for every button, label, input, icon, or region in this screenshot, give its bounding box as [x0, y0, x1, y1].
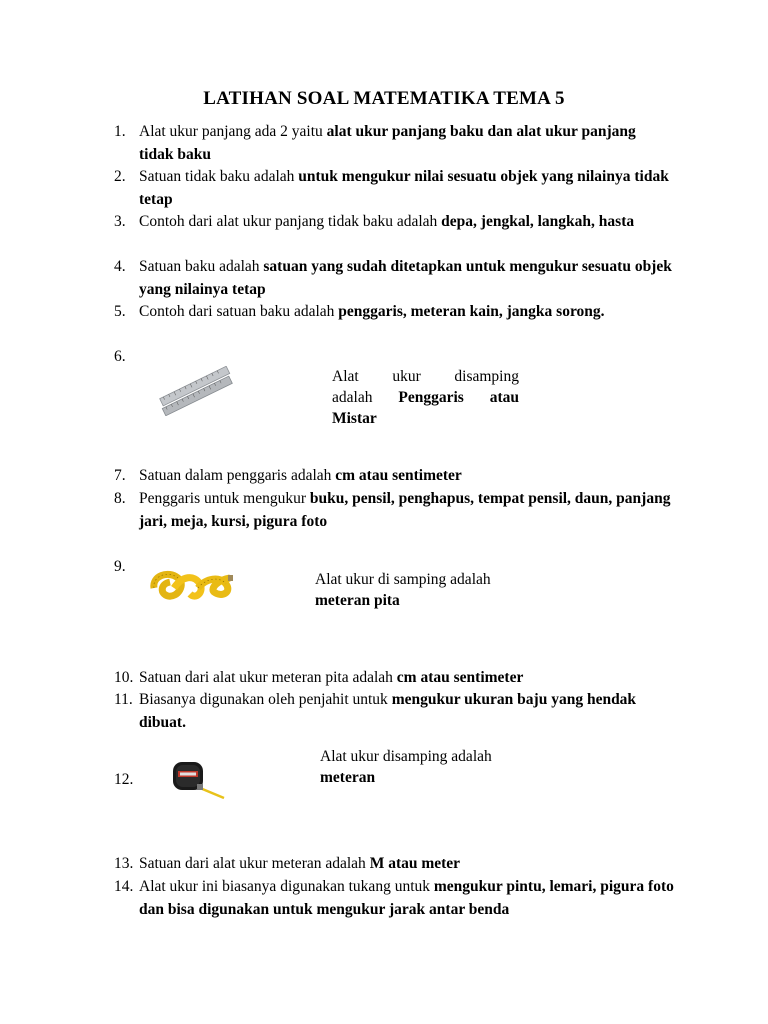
item-text: Alat ukur panjang ada 2 yaitu	[139, 123, 327, 140]
item-answer: satuan yang sudah ditetapkan untuk mengukur sesuatu objek yang nilainya tetap	[139, 258, 672, 298]
item-text: Satuan dari alat ukur meteran adalah	[139, 855, 370, 872]
item-number: 11.	[114, 691, 133, 708]
item-text: Penggaris untuk mengukur	[139, 490, 310, 507]
list-item	[114, 689, 674, 734]
list-item	[114, 256, 674, 301]
list-item	[114, 488, 674, 533]
item-number: 13.	[114, 855, 134, 872]
item-number: 10.	[114, 669, 134, 686]
list-item	[114, 121, 674, 166]
item-number: 7.	[114, 467, 126, 484]
ruler-caption	[332, 387, 519, 408]
item-answer: untuk mengukur nilai sesuatu objek yang nilainya tidak tetap	[139, 168, 669, 208]
meter-caption	[320, 746, 492, 788]
item-answer: alat ukur panjang baku dan alat ukur panjang tidak baku	[139, 123, 636, 163]
caption-line: Alat ukur disamping	[332, 368, 519, 385]
caption-text: Alat ukur disamping adalah	[320, 748, 492, 765]
caption-answer: meteran pita	[315, 592, 400, 609]
item-text: Contoh dari satuan baku adalah	[139, 303, 339, 320]
item-text: Satuan dalam penggaris adalah	[139, 467, 336, 484]
caption-answer: Penggaris atau	[398, 389, 519, 406]
measuring-tape-reel-image	[170, 758, 228, 802]
item-text: Satuan baku adalah	[139, 258, 264, 275]
item-answer: mengukur ukuran baju yang hendak dibuat.	[139, 691, 637, 731]
item-text: Satuan dari alat ukur meteran pita adalah	[139, 669, 397, 686]
caption-answer: meteran	[320, 769, 376, 786]
page-title: LATIHAN SOAL MATEMATIKA TEMA 5	[203, 88, 565, 109]
tape-caption	[315, 569, 491, 611]
item-answer: cm atau sentimeter	[335, 467, 462, 484]
tape-measure-image	[148, 558, 236, 608]
item-number: 4.	[114, 258, 126, 275]
item-number: 3.	[114, 213, 126, 230]
item-text: Contoh dari alat ukur panjang tidak baku adalah	[139, 213, 442, 230]
item-number: 6.	[114, 348, 126, 365]
item-answer: penggaris, meteran kain, jangka sorong.	[338, 303, 605, 320]
item-number: 8.	[114, 490, 126, 507]
item-answer: cm atau sentimeter	[396, 669, 524, 686]
list-item	[114, 166, 674, 211]
list-item	[114, 876, 674, 921]
item-answer: M atau meter	[369, 855, 461, 872]
item-answer: depa, jengkal, langkah, hasta	[441, 213, 635, 230]
caption-answer: Mistar	[332, 410, 377, 427]
list-item	[114, 465, 674, 488]
item-text: Alat ukur ini biasanya digunakan tukang untuk	[139, 878, 434, 895]
list-item	[114, 667, 674, 690]
item-text: Satuan tidak baku adalah	[139, 168, 299, 185]
caption-text: adalah	[332, 389, 399, 406]
item-number: 12.	[114, 771, 134, 788]
item-number: 14.	[114, 878, 134, 895]
ruler-caption	[332, 366, 519, 387]
item-number: 9.	[114, 558, 126, 575]
list-item	[114, 853, 674, 876]
item-number: 1.	[114, 123, 126, 140]
ruler-caption	[332, 408, 377, 429]
item-answer: buku, pensil, penghapus, tempat pensil, daun, panjang jari, meja, kursi, pigura foto	[139, 490, 671, 530]
list-item	[114, 301, 674, 324]
list-item	[114, 211, 674, 234]
item-number: 5.	[114, 303, 126, 320]
item-answer: mengukur pintu, lemari, pigura foto dan bisa digunakan untuk mengukur jarak antar benda	[139, 878, 674, 918]
item-number: 2.	[114, 168, 126, 185]
caption-text: Alat ukur di samping adalah	[315, 571, 491, 588]
ruler-image	[158, 366, 234, 416]
item-text: Biasanya digunakan oleh penjahit untuk	[139, 691, 392, 708]
